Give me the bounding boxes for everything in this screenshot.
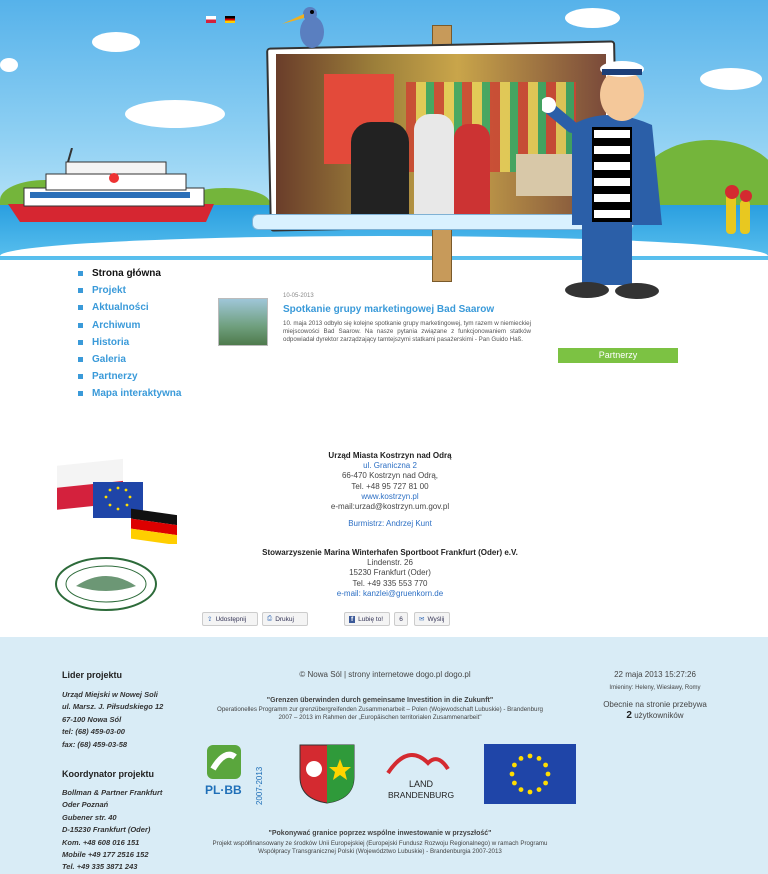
photo-person [454, 124, 490, 216]
print-label: Drukuj [275, 615, 294, 623]
send-button[interactable] [414, 612, 450, 626]
plbb-text: PL·BB [205, 783, 242, 797]
photo-person [351, 122, 409, 216]
nav-item-label: Projekt [92, 285, 126, 297]
nav-item-news[interactable] [78, 299, 181, 316]
leader-line: ul. Marsz. J. Piłsudskiego 12 [62, 702, 164, 712]
date-time: 22 maja 2013 15:27:26 [614, 670, 696, 679]
coordinator-line: Oder Poznań [62, 800, 109, 810]
pelican-illustration [282, 2, 332, 54]
org1-city: 66-470 Kostrzyn nad Odrą, [341, 471, 439, 481]
ship-illustration [6, 148, 218, 228]
org2-city: 15230 Frankfurt (Oder) [349, 568, 431, 578]
leader-line: Urząd Miejski w Nowej Soli [62, 690, 158, 699]
nav-item-label: Strona główna [92, 268, 161, 280]
news-title-link[interactable]: Spotkanie grupy marketingowej Bad Saarow [283, 304, 495, 315]
nav-item-gallery[interactable] [78, 351, 181, 368]
send-icon: ✉ [419, 616, 425, 623]
print-icon: ⎙ [267, 615, 273, 622]
cloud [700, 68, 762, 90]
like-label: Lubię to! [358, 615, 384, 623]
online-users [585, 712, 725, 720]
nav-item-history[interactable] [78, 334, 181, 351]
eu-star-icon [546, 772, 551, 777]
eu-star-icon [543, 763, 548, 768]
online-label: Obecnie na stronie przebywa [603, 700, 707, 709]
pl-flag-icon[interactable] [206, 16, 216, 23]
nav-item-partners[interactable] [78, 368, 181, 385]
print-button[interactable] [262, 612, 308, 626]
coordinator-address [62, 787, 162, 874]
sailor-mascot-illustration [542, 55, 682, 300]
org1-email[interactable]: e-mail:urzad@kostrzyn.um.gov.pl [330, 502, 450, 512]
org2-street: Lindenstr. 26 [367, 558, 413, 568]
de-program-text: Operationelles Programm zur grenzübergreifenden Zusammenarbeit – Polen (Wojewodschaft Lubuskie) - Brandenburg 2007 – 2013 im Rahmen der „Europäischen territorialen Zusammenarbeit" [217, 706, 543, 722]
org1-street: ul. Graniczna 2 [363, 461, 417, 471]
cloud [125, 100, 225, 128]
eu-star-icon [519, 756, 524, 761]
flags-logo [55, 452, 180, 544]
cloud [92, 32, 140, 52]
contact-block-frankfurt [240, 548, 540, 599]
main-nav [78, 265, 181, 403]
news-thumbnail[interactable] [218, 298, 268, 346]
nav-item-label: Archiwum [92, 319, 141, 331]
nav-item-home[interactable] [78, 265, 181, 282]
org1-www-link[interactable]: www.kostrzyn.pl [361, 491, 419, 501]
bullet-icon [78, 357, 83, 362]
org1-name: Urząd Miasta Kostrzyn nad Odrą [328, 451, 452, 460]
leader-line: 67-100 Nowa Sól [62, 714, 122, 724]
cloud [565, 8, 620, 28]
eu-star-icon [528, 790, 533, 795]
org1-mayor: Burmistrz: Andrzej Kunt [348, 519, 432, 529]
eu-star-icon [510, 772, 515, 777]
eu-star-icon [512, 763, 517, 768]
bullet-icon [78, 288, 83, 293]
brandenburg-text: BRANDENBURG [387, 790, 455, 800]
lubuskie-coat-of-arms-logo [298, 743, 356, 805]
eu-star-icon [528, 754, 533, 759]
org2-email[interactable]: e-mail: kanzlei@gruenkorn.de [336, 588, 444, 598]
bullet-icon [78, 391, 83, 396]
coordinator-line: Gubener str. 40 [62, 812, 117, 822]
org2-tel: Tel. +49 335 553 770 [352, 578, 428, 588]
plbb-logo [205, 743, 273, 805]
news-date: 10-05-2013 [283, 293, 314, 299]
land-brandenburg-logo [378, 743, 464, 805]
share-button[interactable] [202, 612, 258, 626]
nav-item-label: Galeria [92, 354, 126, 366]
pl-program-text: Projekt współfinansowany ze środków Unii Europejskiej (Europejski Fundusz Rozwoju Regionalnego) w ramach Programu Współpracy Transgranicznej Polski (Województwo Lubuskie) - Brandenburgia 2007-2013 [212, 840, 548, 856]
partners-button[interactable]: Partnerzy [558, 348, 678, 363]
nav-item-label: Aktualności [92, 302, 149, 314]
org2-name: Stowarzyszenie Marina Winterhafen Sportboot Frankfurt (Oder) e.V. [262, 548, 518, 557]
land-text: LAND [408, 779, 433, 789]
like-count: 6 [394, 612, 408, 626]
facebook-icon: f [351, 615, 354, 623]
coordinator-line: Bollman & Partner Frankfurt [62, 788, 163, 797]
bullet-icon [78, 305, 83, 310]
coordinator-title: Koordynator projektu [62, 769, 155, 779]
bullet-icon [78, 374, 83, 379]
pl-program-title: "Pokonywać granice poprzez wspólne inwestowanie w przyszłość" [268, 830, 492, 837]
copyright: © Nowa Sól | strony internetowe dogo.pl dogo.pl [299, 670, 471, 679]
nav-item-label: Mapa interaktywna [92, 388, 182, 400]
nav-item-label: Partnerzy [92, 371, 138, 383]
leader-title: Lider projektu [62, 670, 123, 680]
coordinator-line: Kom. +48 608 016 151 [62, 837, 140, 847]
eu-flag-logo [484, 744, 576, 804]
contact-block-kostrzyn [260, 451, 520, 529]
nav-item-map[interactable] [78, 385, 181, 402]
online-suffix: użytkowników [634, 711, 684, 720]
cloud [0, 58, 18, 72]
coordinator-line: Tel. +49 335 3871 243 [62, 862, 138, 872]
coordinator-line: Mobile +49 177 2516 152 [62, 850, 149, 860]
flower-illustration [718, 180, 758, 235]
send-label: Wyślij [427, 615, 445, 623]
eagle-icon [378, 743, 464, 779]
bullet-icon [78, 323, 83, 328]
eu-star-icon [543, 781, 548, 786]
leader-address [62, 689, 163, 751]
leader-line: tel: (68) 459-03-00 [62, 727, 125, 737]
viadrus-seal-logo [54, 556, 158, 612]
online-count: 2 [626, 710, 632, 721]
plbb-mark-icon [205, 743, 245, 781]
nameday: Imieniny: Heleny, Wiesławy, Romy [609, 685, 701, 691]
nav-item-archive[interactable] [78, 317, 181, 334]
facebook-like-button[interactable] [344, 612, 390, 626]
share-label: Udostępnij [215, 615, 247, 623]
bullet-icon [78, 340, 83, 345]
coordinator-line: D-15230 Frankfurt (Oder) [62, 825, 151, 835]
de-program-title: "Grenzen überwinden durch gemeinsame Investition in die Zukunft" [266, 697, 494, 704]
nav-item-project[interactable] [78, 282, 181, 299]
org1-tel: Tel. +48 95 727 81 00 [351, 481, 429, 491]
news-excerpt: 10. maja 2013 odbyło się kolejne spotkanie grupy marketingowej, tym razem w niemieckiej miejscowości Bad Saarow. Na nasze pytania związane z funkcjonowaniem statków odpowiadał dyrektor zarządzający tamtejszymi statkami pasażerskimi - Pan Guido Haß. [283, 320, 531, 343]
de-flag-icon[interactable] [225, 16, 235, 23]
eu-star-icon [537, 787, 542, 792]
eu-star-icon [519, 787, 524, 792]
eu-star-icon [537, 756, 542, 761]
leader-line: fax: (68) 459-03-58 [62, 739, 128, 749]
nav-item-label: Historia [92, 336, 130, 348]
plbb-years: 2007-2013 [255, 766, 264, 805]
photo-person [414, 114, 454, 216]
bullet-icon [78, 271, 83, 276]
share-icon: ⇪ [207, 616, 213, 623]
eu-star-icon [512, 781, 517, 786]
